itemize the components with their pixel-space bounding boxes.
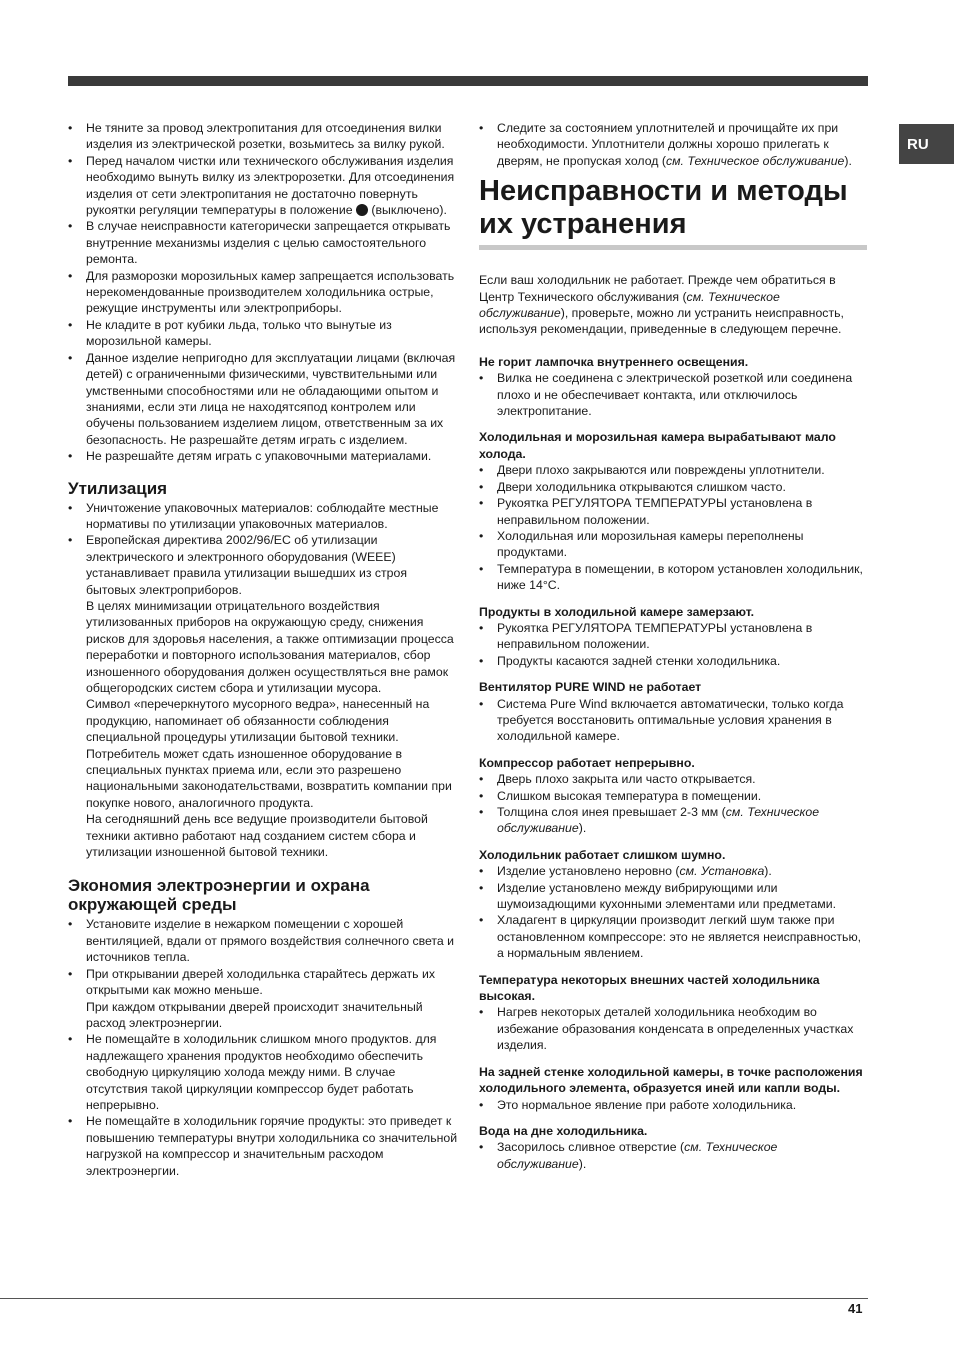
list-item: • Не тяните за провод электропитания для отсоединения вилки изделия из электрической розетки, возьмитесь за вилку рукой. [68, 120, 460, 153]
list-item: • При открывании дверей холодильнка старайтесь держать их открытыми как можно меньше. При каждом открывании дверей происходит значительный расход электроэнергии. [68, 966, 460, 1032]
problem-external-heat [479, 972, 867, 1054]
page-number: 41 [848, 1301, 863, 1316]
left-column [68, 120, 460, 1179]
footer-rule [0, 1298, 868, 1299]
problem-low-cold [479, 429, 867, 593]
list-item: • Рукоятка РЕГУЛЯТОРА ТЕМПЕРАТУРЫ установлена в неправильном положении. [479, 620, 867, 653]
problem-heading: Не горит лампочка внутреннего освещения. [479, 354, 749, 369]
list-item: • Температура в помещении, в котором установлен холодильник, ниже 14°С. [479, 561, 867, 594]
list-item: • Двери плохо закрываются или повреждены уплотнители. [479, 462, 867, 478]
header-bar [68, 76, 868, 86]
problem-heading: Вода на дне холодильника. [479, 1123, 648, 1138]
list-item: • В случае неисправности категорически запрещается открывать внутренние механизмы изделия с целью самостоятельного ремонта. [68, 218, 460, 267]
problem-heading: Продукты в холодильной камере замерзают. [479, 604, 755, 619]
list-item: • Изделие установлено неровно (см. Установка). [479, 863, 867, 879]
off-position-icon [356, 204, 368, 216]
list-item: • Дверь плохо закрыта или часто открывается. [479, 771, 867, 787]
problem-freezing [479, 604, 867, 670]
safety-list [68, 120, 460, 465]
right-column [479, 120, 867, 1178]
problem-heading: Холодильник работает слишком шумно. [479, 847, 726, 862]
page-title: Неисправности и методы их устранения [479, 175, 848, 241]
list-item: • Это нормальное явление при работе холодильника. [479, 1097, 867, 1113]
list-item: • Рукоятка РЕГУЛЯТОРА ТЕМПЕРАТУРЫ установлена в неправильном положении. [479, 495, 867, 528]
list-item: • Продукты касаются задней стенки холодильника. [479, 653, 867, 669]
list-item: • Установите изделие в нежарком помещении с хорошей вентиляцией, вдали от прямого воздействия солнечного света и источников тепла. [68, 916, 460, 965]
problem-heading: Компрессор работает непрерывно. [479, 755, 695, 770]
list-item: • Двери холодильника открываются слишком часто. [479, 479, 867, 495]
energy-list [68, 916, 460, 1179]
list-item: • Холодильная или морозильная камеры переполнены продуктами. [479, 528, 867, 561]
list-item: • Не кладите в рот кубики льда, только что вынутые из морозильной камеры. [68, 317, 460, 350]
problem-fan [479, 679, 867, 745]
list-item: • Не помещайте в холодильник слишком много продуктов. для надлежащего хранения продуктов необходимо обеспечить свободную циркуляцию холода между ними. В случае отсутствия такой циркуляции компрессор будет работать непрерывно. [68, 1031, 460, 1113]
list-item: • Слишком высокая температура в помещении. [479, 788, 867, 804]
disposal-list [68, 500, 460, 861]
list-item: • Следите за состоянием уплотнителей и прочищайте их при необходимости. Уплотнители должны хорошо прилегать к дверям, не пропуская холод (см. Техническое обслуживание). [479, 120, 867, 169]
problem-noise [479, 847, 867, 962]
intro-paragraph: Если ваш холодильник не работает. Прежде чем обратиться в Центр Технического обслуживания (см. Техническое обслуживание), проверьте, можно ли устранить неисправность, используя рекомендации, приведенные в следующем перечне. [479, 273, 844, 337]
problem-heading: Вентилятор PURE WIND не работает [479, 680, 702, 695]
problem-heading: Холодильная и морозильная камера вырабатывают мало холода. [479, 430, 836, 461]
list-item: • Хладагент в циркуляции производит легкий шум также при остановленном компрессоре: это не является неисправностью, а нормальным явлением. [479, 912, 867, 961]
list-item: • Для разморозки морозильных камер запрещается использовать нерекомендованные производителем холодильника острые, режущие инструменты или электроприборы. [68, 268, 460, 317]
list-item: • Не помещайте в холодильник горячие продукты: это приведет к повышению температуры внутри холодильника со значительной нагрузкой на компрессор и значительным расходом электроэнергии. [68, 1113, 460, 1179]
problem-heading: Температура некоторых внешних частей холодильника высокая. [479, 972, 820, 1004]
problem-compressor [479, 755, 867, 837]
language-label: RU [907, 135, 929, 153]
title-rule [479, 245, 867, 250]
list-item: • Европейская директива 2002/96/ЕС об утилизации электрического и электронного оборудования (WEEE) устанавливает правила утилизации вышедших из строя бытовых электроприборов. В целях минимизации отрицательного воздействия утилизованных приборов на окружающую среду, снижения рисков для здоровья населения, а также оптимизации процесса переработки и повторного использования материалов, сбор изношенного оборудования должен осуществляться вне рамок общегородских систем сбора и утилизации мусора. Символ «перечеркнутого мусорного ведра», нанесенный на продукцию, напоминает об обязанности соблюдения специальной процедуры утилизации бытовой техники. Потребитель может сдать изношенное оборудование в специальных пунктах приема или, если это разрешено национальными законодательствами, возвратить компании при покупке нового, аналогичного продукта. На сегодняшний день все ведущие производители бытовой техники активно работают над созданием систем сбора и утилизации изношенной бытовой техники. [68, 532, 460, 860]
disposal-heading: Утилизация [68, 478, 168, 498]
list-item: • Не разрешайте детям играть с упаковочными материалами. [68, 448, 460, 464]
list-item: • Изделие установлено между вибрирующими или шумоизадющими кухонными элементами или предметами. [479, 880, 867, 913]
list-item: • Уничтожение упаковочных материалов: соблюдайте местные нормативы по утилизации упаковочных материалов. [68, 500, 460, 533]
energy-heading: Экономия электроэнергии и охрана окружающей среды [68, 876, 370, 915]
list-item: • Перед началом чистки или технического обслуживания изделия необходимо вынуть вилку из электророзетки. Для отсоединения изделия от сети электропитания не достаточно повернуть рукоятки регуляции температуры в положение (выключено). [68, 153, 460, 219]
list-item: • Толщина слоя инея превышает 2-3 мм (см. Техническое обслуживание). [479, 804, 867, 837]
seal-list [479, 120, 867, 169]
problem-lamp [479, 354, 867, 420]
problem-frost-back [479, 1064, 867, 1113]
list-item: • Система Pure Wind включается автоматически, только когда требуется восстановить оптимальные условия хранения в холодильной камере. [479, 696, 867, 745]
problem-heading: На задней стенке холодильной камеры, в точке расположения холодильного элемента, образуется иней или капли воды. [479, 1064, 863, 1096]
list-item: • Засорилось сливное отверстие (см. Техническое обслуживание). [479, 1139, 867, 1172]
list-item: • Вилка не соединена с электрической розеткой или соединена плохо и не обеспечивает контакта, или отключилось электропитание. [479, 370, 867, 419]
list-item: • Данное изделие непригодно для эксплуатации лицами (включая детей) с ограниченными физическими, чувствительными или умственными способностями или не обладающими опытом и знаниями, если эти лица не находятсяпод контролем или обучены пользованием изделием лицом, ответственным за их безопасность. Не разрешайте детям играть с изделием. [68, 350, 460, 448]
problem-water [479, 1123, 867, 1172]
language-tab [899, 124, 954, 164]
list-item: • Нагрев некоторых деталей холодильника необходим во избежание образования конденсата в определенных участках изделия. [479, 1004, 867, 1053]
